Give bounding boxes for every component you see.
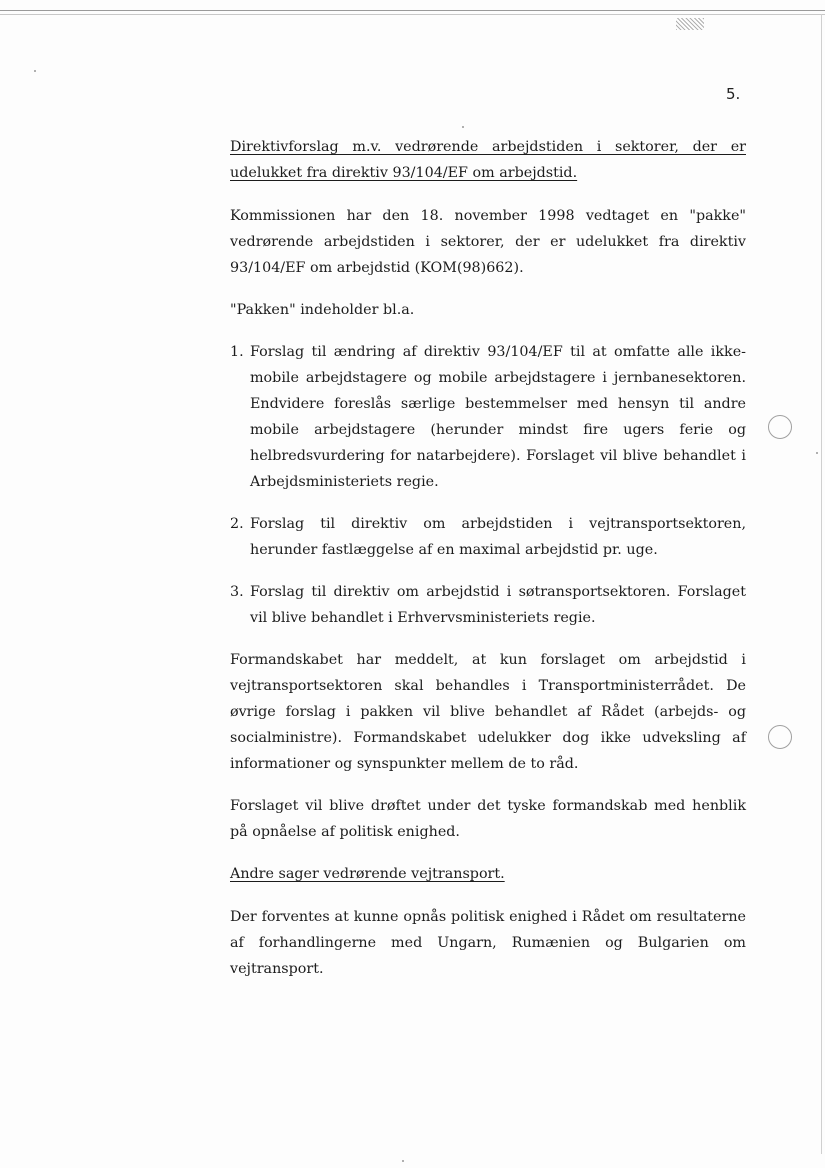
list-item-text: Forslag til ændring af direktiv 93/104/EF til at omfatte alle ikke-mobile arbejdstagere og mobile arbejdstagere i jernbanesektoren. Endvidere foreslås særlige bestemmelser med hensyn til andre mobile arbejdstagere (herunder mindst fire ugers ferie og helbredsvurdering for natarbejdere). Forslaget vil blive behandlet i Arbejdsministeriets regie. (250, 344, 746, 490)
road-transport-paragraph: Der forventes at kunne opnås politisk enighed i Rådet om resultaterne af forhandlingerne med Ungarn, Rumænien og Bulgarien om vejtransport. (230, 909, 746, 977)
scan-speck (462, 126, 464, 128)
punch-hole-upper (768, 415, 792, 439)
list-item-number: 3. (230, 584, 244, 600)
top-border-line-secondary (0, 14, 825, 15)
scan-speck (816, 452, 818, 454)
presidency-paragraph: Formandskabet har meddelt, at kun forslaget om arbejdstid i vejtransportsektoren skal behandles i Transportministerrådet. De øvrige forslag i pakken vil blive behandlet af Rådet (arbejds- og socialministre). Formandskabet udelukker dog ikke udveksling af informationer og synspunkter mellem de to råd. (230, 652, 746, 772)
list-item-number: 2. (230, 516, 244, 532)
outlook-paragraph: Forslaget vil blive drøftet under det tyske formandskab med henblik på opnåelse af politisk enighed. (230, 798, 746, 840)
list-item-text: Forslag til direktiv om arbejdstid i søtransportsektoren. Forslaget vil blive behandlet i Erhvervsministeriets regie. (250, 584, 746, 626)
list-item (230, 339, 746, 495)
right-page-edge (821, 14, 822, 1154)
list-item-number: 1. (230, 344, 244, 360)
list-item-text: Forslag til direktiv om arbejdstiden i vejtransportsektoren, herunder fastlæggelse af en maximal arbejdstid pr. uge. (250, 516, 746, 558)
top-border-line (0, 10, 825, 11)
section-heading-road-transport: Andre sager vedrørende vejtransport. (230, 866, 505, 882)
scan-speck (34, 70, 36, 72)
document-body (230, 134, 746, 998)
proposal-list (230, 339, 746, 631)
scan-speck (402, 1160, 404, 1162)
intro-paragraph: Kommissionen har den 18. november 1998 vedtaget en "pakke" vedrørende arbejdstiden i sektorer, der er udelukket fra direktiv 93/104/EF om arbejdstid (KOM(98)662). (230, 208, 746, 276)
page-number: 5. (726, 85, 741, 103)
package-contents-paragraph: "Pakken" indeholder bl.a. (230, 302, 415, 318)
punch-hole-lower (768, 725, 792, 749)
section-heading-working-time: Direktivforslag m.v. vedrørende arbejdstiden i sektorer, der er udelukket fra direktiv 93/104/EF om arbejdstid. (230, 139, 746, 181)
scan-artifact-mark (676, 18, 704, 30)
list-item (230, 511, 746, 563)
list-item (230, 579, 746, 631)
